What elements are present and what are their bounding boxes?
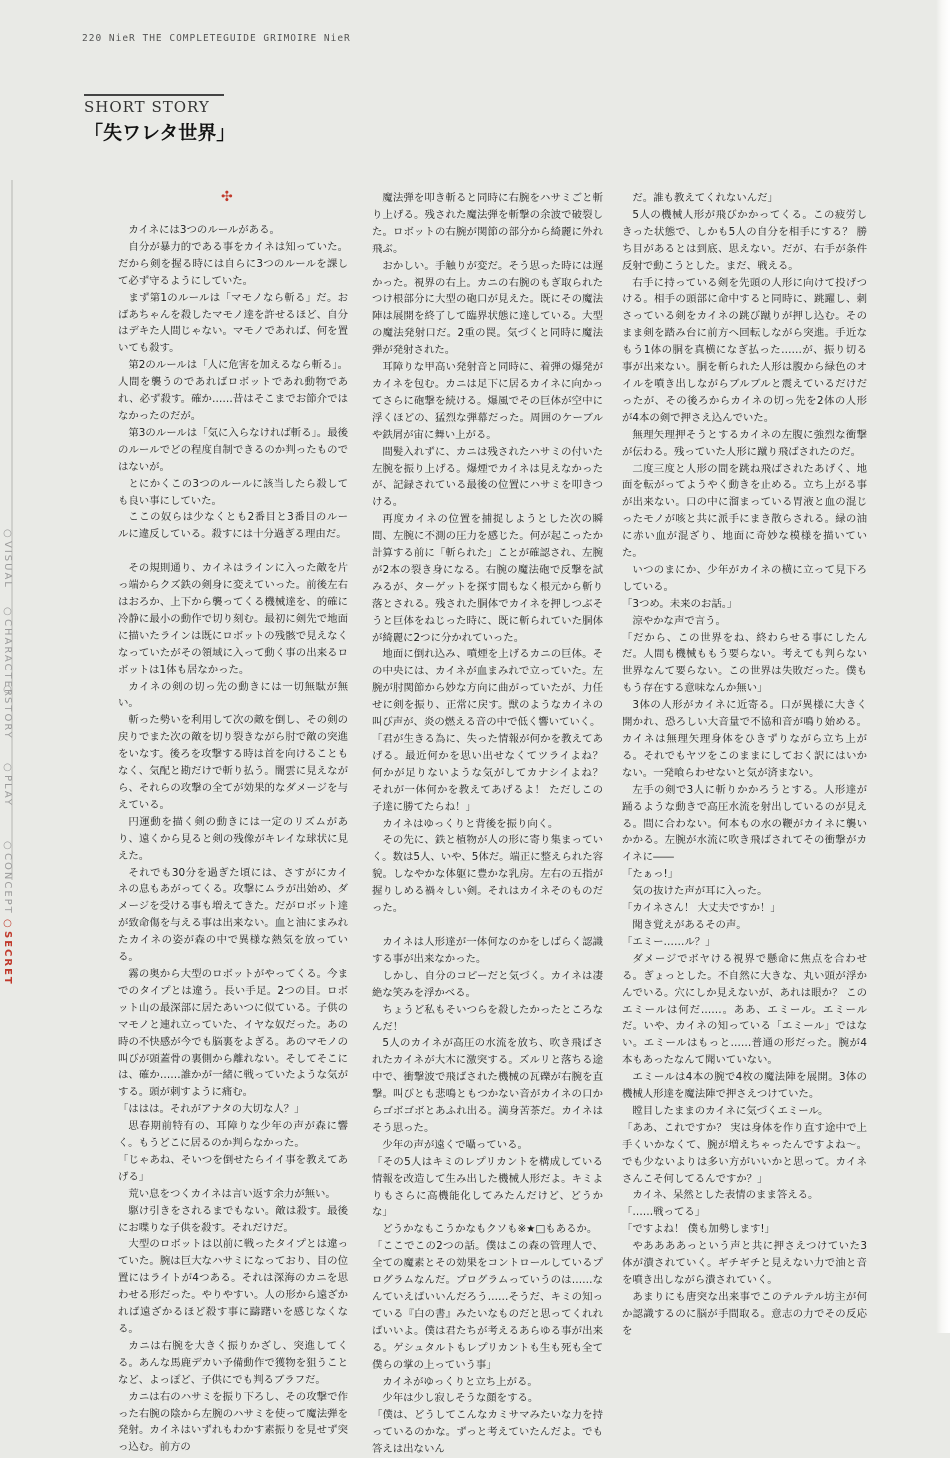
paragraph: その先に、鉄と植物が人の形に寄り集まっていく。数は5人、いや、5体だ。端正に整えられた容貌。しなやかな体躯に豊かな乳房。左右の五指が握りしめる禍々しい剣。それはカイネそのものだった。 xyxy=(372,834,604,915)
paragraph: 自分が暴力的である事をカイネは知っていた。だから剣を握る時には自らに3つのルールを課して必ず守るようにしていた。 xyxy=(118,240,348,287)
paragraph: 無理矢理押そうとするカイネの左腹に強烈な衝撃が伝わる。残っていた人形に蹴り飛ばされたのだ。 xyxy=(622,428,867,458)
story-title-block xyxy=(84,94,284,145)
paragraph: だ。誰も教えてくれないんだ」 xyxy=(632,192,778,204)
paragraph: 地面に倒れ込み、噴煙を上げるカニの巨体。その中央には、カイネが血まみれで立っていた。左腕が肘関節から妙な方向に曲がっていたが、力任せに剣を振り、正常に戻す。獣のようなカイネの叫び声が、炎の燃える音の中で低く響いていく。 xyxy=(372,648,603,729)
text-column-3 xyxy=(622,190,867,1340)
paragraph: 耳障りな甲高い発射音と同時に、着弾の爆発がカイネを包む。カニは足下に居るカイネに向かってさらに砲撃を続ける。爆風でその巨体が空中に浮くほどの、猛烈な弾幕だった。周囲のケーブルや鉄屑が宙に舞い上がる。 xyxy=(372,361,603,441)
paragraph: 気の抜けた声が耳に入った。 xyxy=(632,885,768,898)
text-column-1 xyxy=(118,222,348,1456)
paragraph: 「ですよね！ 僕も加勢します!」 xyxy=(622,1223,775,1236)
paragraph: 左手の剣で3人に斬りかかろうとする。人形達が踊るような動きで高圧水流を射出しているのが見える。間に合わない。何本もの水の鞭がカイネに襲いかかる。左腕が水流に吹き飛ばされてその衝撃がカイネに―― xyxy=(622,783,867,864)
paragraph: それでも30分を過ぎた頃には、さすがにカイネの息もあがってくる。攻撃にムラが出始め、ダメージを受ける事も増えてきた。だがロボット達が致命傷を与える事は出来ない。血と油にまみれたカイネの姿が森の中で異様な熱気を放っている。 xyxy=(118,866,348,964)
sidenav-item-concept[interactable]: ○CONCEPT xyxy=(2,840,13,915)
paragraph: 再度カイネの位置を捕捉しようとした次の瞬間、左腕に不測の圧力を感じた。何が起こったか計算する前に「斬られた」ことが確認され、左腕が2本の裂き身になる。右腕の魔法砲で反撃を試みるが、ターゲットを探す間もなく根元から斬り落とされる。残された胴体でカイネを押しつぶそうと巨体をねじった時に、既に斬られていた胴体が綺麗に2つに分かれていった。 xyxy=(372,513,603,644)
paragraph: 「ははは。それがアナタの大切な人？」 xyxy=(118,1103,305,1116)
sidenav-item-character[interactable]: ○CHARACTER xyxy=(2,606,13,698)
paragraph: ここの奴らは少なくとも2番目と3番目のルールに違反している。殺すには十分過ぎる理由だ。 xyxy=(118,511,348,541)
paragraph: どうかなもこうかなもクソも※★□もあるか。 xyxy=(382,1223,598,1236)
paragraph: 「たぁっ!」 xyxy=(622,868,679,881)
paragraph: 二度三度と人形の間を跳ね飛ばされたあげく、地面を転がってようやく動きを止める。立ち上がる事が出来ない。口の中に溜まっている胃液と血の混じったモノが咳と共に派手にまき散らされる。緑の油に赤い血が混ざり、地面に奇妙な模様を描いていた。 xyxy=(622,462,867,560)
paragraph: 少年は少し寂しそうな顔をする。 xyxy=(382,1392,539,1405)
paragraph: ダメージでボヤける視界で懸命に焦点を合わせる。ぎょっとした。不自然に大きな、丸い頭が浮かんでいる。穴にしか見えないが、あれは眼か？ このエミールは何だ……。ああ、エミール。エミールだ。いや、カイネの知っている「エミール」ではない。エミールはもっと……普通の形だった。腕が4本もあったなんて聞いていない。 xyxy=(622,952,867,1067)
paragraph: 第2のルールは「人に危害を加えるなら斬る」。人間を襲うのであればロボットであれ動物であれ、必ず殺す。確か……昔はそこまでお節介ではなかったのだが。 xyxy=(118,359,348,422)
paragraph: ちょうど私もそいつらを殺したかったところなんだ！ xyxy=(372,1003,603,1033)
section-sidenav xyxy=(0,528,16,996)
paragraph: カイネの剣の切っ先の動きには一切無駄が無い。 xyxy=(118,680,348,710)
paragraph: 思春期前特有の、耳障りな少年の声が森に響く。もうどこに居るのか判らなかった。 xyxy=(118,1120,348,1150)
paragraph: 荒い息をつくカイネは言い返す余力が無い。 xyxy=(128,1187,336,1200)
paragraph: 5人の機械人形が飛びかかってくる。この疲労しきった状態で、しかも5人の自分を相手にする？ 勝ち目があるとは到底、思えない。だが、右手が条件反射で動こうとした。まだ、戦える。 xyxy=(622,208,867,272)
paragraph: 大型のロボットは以前に戦ったタイプとは違っていた。腕は巨大なハサミになっており、目の位置にはライトが4つある。それは深海のカニを思わせる形だった。やりやすい。人の形から遠ざかれば遠ざかるほど殺す事に躊躇いを感じなくなる。 xyxy=(118,1238,348,1335)
paragraph: カニは右のハサミを振り下ろし、その攻撃で作った右腕の陰から左腕のハサミを使って魔法弾を発射。カイネはいずれもわかす素振りを見せず突っ込む。前方の xyxy=(118,1390,348,1454)
paragraph: カイネがゆっくりと立ち上がる。 xyxy=(382,1375,538,1388)
story-title: 「失ワレタ世界」 xyxy=(84,122,236,144)
paragraph: とにかくこの3つのルールに該当したら殺しても良い事にしていた。 xyxy=(118,477,348,507)
paragraph: 5人のカイネが高圧の水流を放ち、吹き飛ばされたカイネが大木に激突する。ズルリと落ちる途中で、衝撃波で飛ばされた機械の瓦礫が右腕を直撃。叫びとも悲鳴ともつかない音がカイネの口からゴボゴボとあふれ出る。満身苦茶だ。カイネはそう思った。 xyxy=(372,1037,603,1134)
paragraph: 「君が生きる為に、失った情報が何かを教えてあげる。最近何かを思い出せなくてツライよね？ 何かが足りないような気がしてカナシイよね？ それが一体何かを教えてあげるよ！ ただしこの子達に勝てたらね！」 xyxy=(372,733,603,813)
paragraph: 「だから、この世界をね、終わらせる事にしたんだ。人間も機械ももう要らない。考えても判らない世界なんて要らない。この世界は失敗だった。僕ももう存在する意味なんか無い」 xyxy=(622,631,867,695)
paragraph: 「ああ、これですか？ 実は身体を作り直す途中で上手くいかなくて、腕が増えちゃったんですよね～。でも少ないよりは多い方がいいかと思って。カイネさんこそ何してるんですか？」 xyxy=(622,1121,867,1185)
paragraph: 円運動を描く剣の動きには一定のリズムがあり、遠くから見ると剣の残像がキレイな球状に見えた。 xyxy=(118,815,348,862)
paragraph: 「3つめ。未来のお話。」 xyxy=(622,597,738,610)
ornament-icon: ✣ xyxy=(221,189,233,205)
paragraph: 霧の奥から大型のロボットがやってくる。今までのタイプとは違う。長い手足。2つの目。ロボット山の最深部に居たあいつに似ている。子供のマモノと連れ立っていた、イヤな奴だった。あの時の不快感が今でも脳裏をよぎる。あのマモノの叫びが頭蓋骨の裏側から離れない。そしてそこには、確か……誰かが一緒に戦っていたような気がする。頭が刺すように痛む。 xyxy=(118,967,348,1099)
page-edge xyxy=(936,0,950,1333)
paragraph: エミールは4本の腕で4枚の魔法陣を展開。3体の機械人形達を魔法陣で押さえつけていた。 xyxy=(622,1071,867,1101)
sidenav-item-visual[interactable]: ○VISUAL xyxy=(2,528,13,589)
paragraph: 第3のルールは「気に入らなければ斬る」。最後のルールでどの程度自制できるのか判ったものではないが。 xyxy=(118,426,348,473)
paragraph: カイネはゆっくりと背後を振り向く。 xyxy=(382,817,559,830)
paragraph: しかし、自分のコピーだと気づく。カイネは凄絶な笑みを浮かべる。 xyxy=(372,969,603,999)
sidenav-item-play[interactable]: ○PLAY xyxy=(2,762,13,808)
paragraph: 聞き覚えがあるその声。 xyxy=(632,918,747,931)
text-column-2 xyxy=(372,190,603,1458)
section-label: SHORT STORY xyxy=(84,94,224,116)
paragraph: カニは右腕を大きく振りかざし、突進してくる。あんな馬鹿デカい予備動作で獲物を狙うことなど、よっぽど、子供にでも判るブラフだ。 xyxy=(118,1339,348,1386)
paragraph: 「……戦ってる」 xyxy=(622,1206,706,1219)
paragraph: 「ここでこの2つの話。僕はこの森の管理人で、全ての魔素とその効果をコントロールしているプログラムなんだ。プログラムっていうのは……なんていえばいいんだろう……そうだ、キミの知っている『白の書』みたいなものだと思ってくれればいいよ。僕は君たちが考えるあらゆる事が出来る。ゲシュタルトもレプリカントも生も死も全て僕らの掌の上っていう事」 xyxy=(372,1240,603,1371)
paragraph: 右手に持っている剣を先頭の人形に向けて投げつける。相手の頭部に命中すると同時に、跳躍し、刺さっている剣をカイネの跳び蹴りが押し込む。そのまま剣を踏み台に前方へ回転しながら突進。手近なもう1体の胴を真横になぎ払った……が、振り切る事が出来ない。胴を斬られた人形は腹から緑色のオイルを噴き出しながらブルブルと震えているだけだったが、その後ろからカイネの切っ先を2体の人形が4本の剣で押さえ込んでいた。 xyxy=(622,276,867,424)
sidenav-item-secret[interactable]: ○SECRET xyxy=(2,918,13,986)
paragraph: 「カイネさん！ 大丈夫ですか！」 xyxy=(622,902,781,915)
paragraph: 「僕は、どうしてこんなカミサマみたいな力を持っているのかな。ずっと考えていたんだよ。でも答えは出ないん xyxy=(372,1409,603,1456)
sidenav-item-story[interactable]: ○STORY xyxy=(2,684,13,740)
paragraph: おかしい。手触りが変だ。そう思った時には遅かった。視界の右上。カニの右腕のもぎ取られたつけ根部分に大型の砲口が見えた。既にその魔法陣は展開を終了して臨界状態に達している。大型の魔法発射口だ。2重の罠。気づくと同時に魔法弾が発射された。 xyxy=(372,259,603,357)
paragraph: カイネ、呆然とした表情のまま答える。 xyxy=(632,1189,819,1202)
paragraph: 瞠目したままのカイネに気づくエミール。 xyxy=(632,1104,829,1117)
paragraph: その規則通り、カイネはラインに入った敵を片っ端からクズ鉄の剣身に変えていった。前後左右はおろか、上下から襲ってくる機械達を、的確に冷静に最小の動作で切り刻む。最初に剣先で地面に描いたラインは既にロボットの残骸で見えなくなっていたがその領域に入って動く事の出来るロボットは1体も居なかった。 xyxy=(118,562,348,676)
paragraph: 「その5人はキミのレプリカントを構成している情報を改造して生み出した機械人形だよ。キミよりもさらに高機能化してみたんだけど、どうかな」 xyxy=(372,1155,603,1219)
paragraph: 魔法弾を叩き斬ると同時に右腕をハサミごと斬り上げる。残された魔法弾を斬撃の余波で破裂した。ロボットの右腕が関節の部分から綺麗に外れ飛ぶ。 xyxy=(372,192,603,255)
paragraph: カイネは人形達が一体何なのかをしばらく認識する事が出来なかった。 xyxy=(372,935,603,965)
paragraph: やああああっという声と共に押さえつけていた3体が潰されていく。ギチギチと見えない力で油と音を噴き出しながら潰されていく。 xyxy=(622,1240,867,1286)
paragraph: カイネには3つのルールがある。 xyxy=(128,224,280,236)
paragraph: 「エミー……ル？」 xyxy=(622,935,716,948)
paragraph: 斬った勢いを利用して次の敵を倒し、その剣の戻りでまた次の敵を切り裂きながら肘で敵の突進をいなす。後ろを攻撃する時は首を向けることもなく、気配と勘だけで斬り払う。闇雲に見えながら、それらの攻撃の全てが効果的なダメージを与えている。 xyxy=(118,714,348,811)
paragraph: まず第1のルールは「マモノなら斬る」だ。おばあちゃんを殺したマモノ達を許せるほど、自分はデキた人間じゃない。マモノであれば、何を置いても殺す。 xyxy=(118,291,348,355)
paragraph: いつのまにか、少年がカイネの横に立って見下ろしている。 xyxy=(622,563,867,593)
paragraph: あまりにも唐突な出来事でこのテルテル坊主が何か認識するのに脳が手間取る。意志の力でその反応を xyxy=(622,1290,867,1337)
paragraph: 駆け引きをされるまでもない。敵は殺す。最後にお喋りな子供を殺す。それだけだ。 xyxy=(118,1204,348,1234)
paragraph: 3体の人形がカイネに近寄る。口が異様に大きく開かれ、恐ろしい大音量で不協和音が鳴り始める。カイネは無理矢理身体をひきずりながら立ち上がる。それでもヤツをこのままにしておく訳にはいかない。一発喰らわせないと気が済まない。 xyxy=(622,699,867,779)
page-header: 220 NieR THE COMPLETEGUIDE GRIMOIRE NieR xyxy=(82,33,351,44)
paragraph: 「じゃあね、そいつを倒せたらイイ事を教えてあげる」 xyxy=(118,1153,348,1183)
paragraph: 少年の声が遠くで囁っている。 xyxy=(382,1138,528,1151)
paragraph: 間髪入れずに、カニは残されたハサミの付いた左腕を振り上げる。爆煙でカイネは見えなかったが、記録されている最後の位置にハサミを叩きつける。 xyxy=(372,445,603,509)
paragraph: 涼やかな声で言う。 xyxy=(632,614,726,627)
